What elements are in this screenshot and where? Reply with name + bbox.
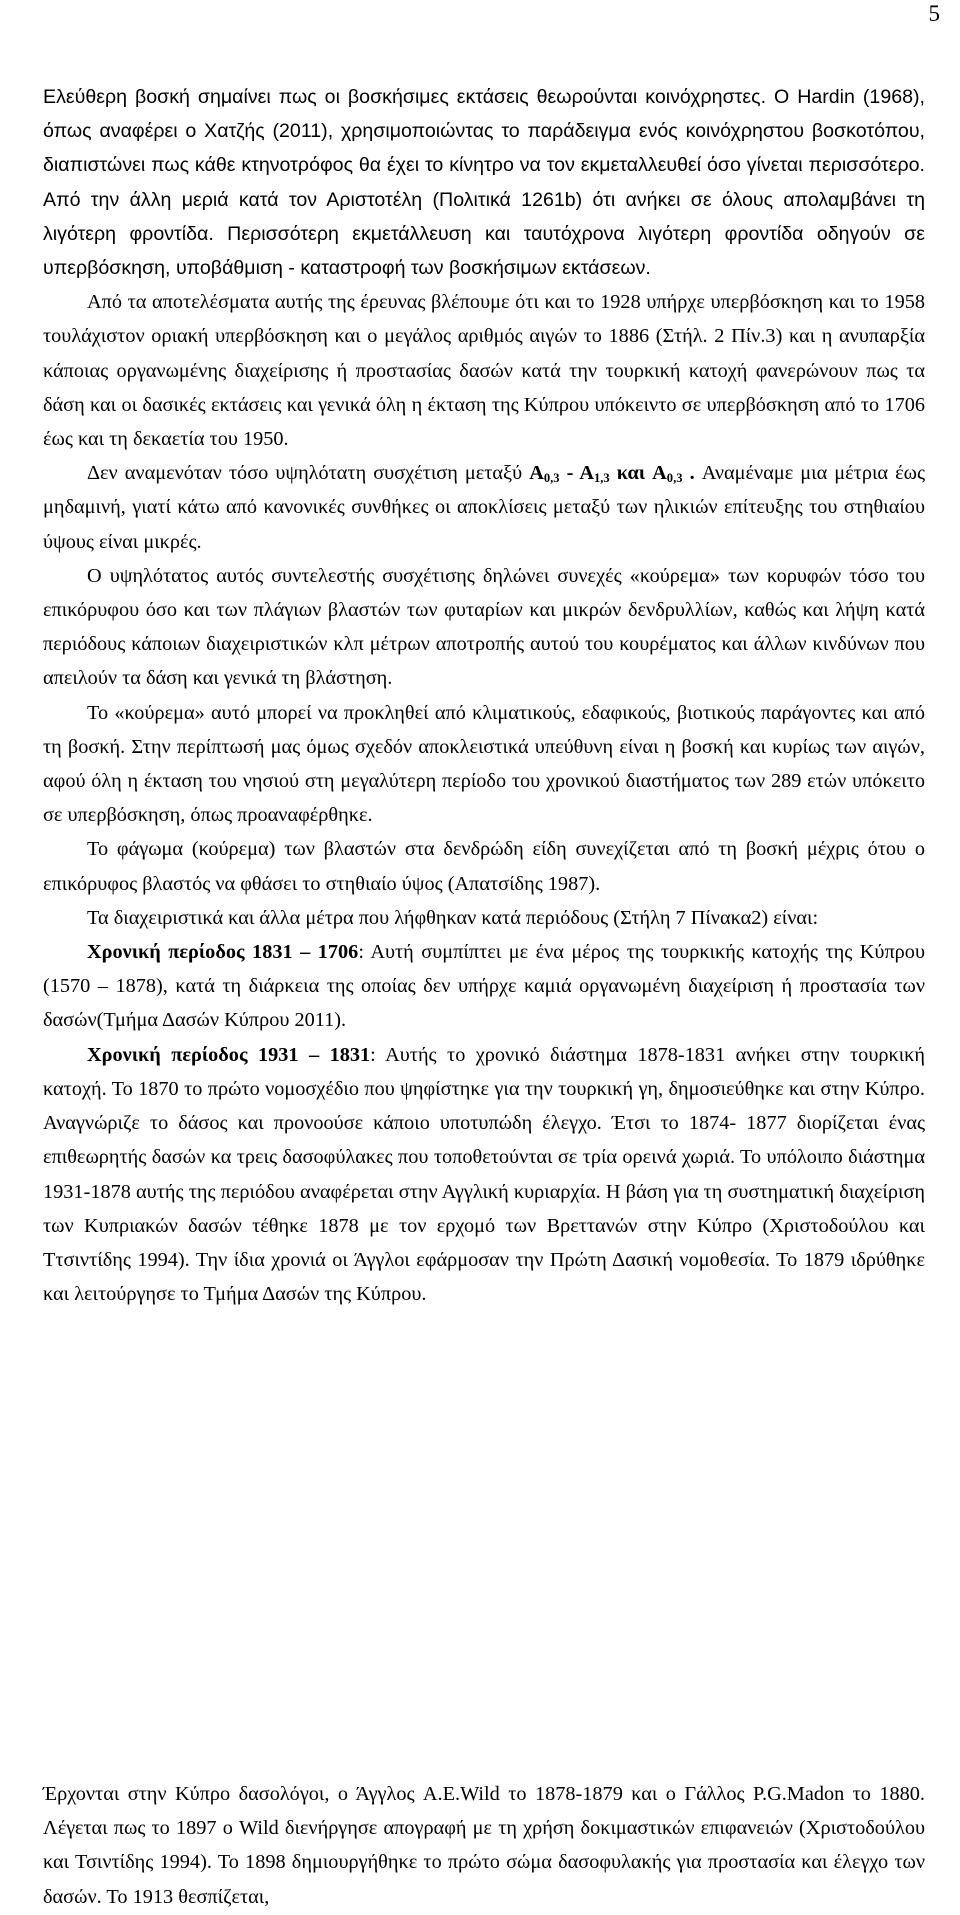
period-heading: Χρονική περίοδος 1931 – 1831 <box>87 1043 371 1066</box>
page-number: 5 <box>928 1 940 26</box>
dash-separator: - <box>559 462 580 485</box>
paragraph-coefficient <box>43 559 925 696</box>
paragraph-foresters <box>43 1777 925 1914</box>
paragraph-correlation <box>43 456 925 559</box>
paragraph-text: Ο υψηλότατος αυτός συντελεστής συσχέτισης δηλώνει συνεχές «κούρεμα» των κορυφών τόσο του επικόρυφου όσο και των πλάγιων βλαστών των φυταρίων και μικρών δενδρυλλίων, καθώς και λήψη κατά περιόδους κάποιων διαχειριστικών κλπ μέτρων αποτροπής αυτού του κουρέματος και άλλων κινδύνων που απειλούν τα δάση και γενικά τη βλάστηση. <box>43 564 925 690</box>
paragraph-text: Ελεύθερη βοσκή σημαίνει πως οι βοσκήσιμες εκτάσεις θεωρούνται κοινόχρηστες. Ο Hardin (1968), όπως αναφέρει ο Χατζής (2011), χρησιμοποιώντας το παράδειγμα ενός κοινόχρηστου βοσκοτόπου, διαπιστώνει πως κάθε κτηνοτρόφος θα έχει το κίνητρο να τον εκμεταλλευθεί όσο γίνεται περισσότερο. Από την άλλη μεριά κατά τον Αριστοτέλη (Πολιτικά 1261b) ότι ανήκει σε όλους απολαμβάνει τη λιγότερη φροντίδα. Περισσότερη εκμετάλλευση και ταυτόχρονα λιγότερη φροντίδα οδηγούν σε υπερβόσκηση, υποβάθμιση - καταστροφή των βοσκήσιμων εκτάσεων. <box>43 86 925 280</box>
period-heading: Χρονική περίοδος 1831 – 1706 <box>87 941 359 964</box>
paragraph-period-1931-1831 <box>43 1038 925 1312</box>
paragraph-text: : Αυτής το χρονικό διάστημα 1878-1831 ανήκει στην τουρκική κατοχή. Το 1870 το πρώτο νομοσχέδιο που ψηφίστηκε για την τουρκική γη, δημοσιεύθηκε και στην Κύπρο. Αναγνώριζε το δάσος και προνοούσε κάποιο υποτυπώδη έλεγχο. Έτσι το 1874- 1877 διορίζεται ένας επιθεωρητής δασών κα τρεις δασοφύλακες που τοποθετούνται σε τρία ορεινά χωριά. Το υπόλοιπο διάστημα 1931-1878 αυτής της περιόδου αναφέρεται στην Αγγλική κυριαρχία. Η βάση για τη συστηματική διαχείριση των Κυπριακών δασών τέθηκε 1878 με τον ερχομό των Βρεττανών στην Κύπρο (Χριστοδούλου και Ττσιντίδης 1994). Την ίδια χρονιά οι Άγγλοι εφάρμοσαν την Πρώτη Δασική νομοθεσία. Το 1879 ιδρύθηκε και λειτούργησε το Τμήμα Δασών της Κύπρου. <box>43 1043 925 1306</box>
variable-a03: $A_{0,3}$ <box>529 462 560 486</box>
variable-a13: $A_{1,3}$ <box>579 462 610 486</box>
period-mark: . <box>682 462 702 485</box>
paragraph-text: Αναμέναμε μια μέτρια έως μηδαμινή, γιατί κάτω από κανονικές συνθήκες οι αποκλίσεις μεταξύ των ηλικιών επίτευξης του στηθιαίου ύψους είναι μικρές. <box>43 462 925 553</box>
document-continuation <box>43 1777 925 1914</box>
paragraph-text: Το «κούρεμα» αυτό μπορεί να προκληθεί από κλιματικούς, εδαφικούς, βιοτικούς παράγοντες και από τη βοσκή. Στην περίπτωσή μας όμως σχεδόν αποκλειστικά υπεύθυνη είναι η βοσκή και κυρίως των αιγών, αφού όλη η έκταση του νησιού στη μεγαλύτερη περίοδο του χρονικού διαστήματος των 289 ετών υπόκειτο σε υπερβόσκηση, όπως προαναφέρθηκε. <box>43 701 925 827</box>
paragraph-browsing <box>43 832 925 900</box>
variable-a03-second: $A_{0,3}$ <box>652 462 683 486</box>
paragraph-text: Από τα αποτελέσματα αυτής της έρευνας βλέπουμε ότι και το 1928 υπήρχε υπερβόσκηση και το 1958 τουλάχιστον οριακή υπερβόσκηση και ο μεγάλος αριθμός αιγών το 1886 (Στήλ. 2 Πίν.3) και η ανυπαρξία κάποιας οργανωμένης διαχείρισης ή προστασίας δασών κατά την τουρκική κατοχή φανερώνουν πως τα δάση και οι δασικές εκτάσεις και γενικά όλη η έκταση της Κύπρου υπόκειντο σε υπερβόσκηση από το 1706 έως και τη δεκαετία του 1950. <box>43 291 925 451</box>
paragraph-text: : Αυτή συμπίπτει με ένα μέρος της τουρκικής κατοχής της Κύπρου (1570 – 1878), κατά τη διάρκεια της οποίας δεν υπήρχε καμιά οργανωμένη διαχείριση ή προστασία των δασών(Τμήμα Δασών Κύπρου 2011). <box>43 941 925 1032</box>
paragraph-free-grazing <box>43 80 925 285</box>
document-body <box>43 80 925 1311</box>
paragraph-text: Έρχονται στην Κύπρο δασολόγοι, ο Άγγλος A.E.Wild το 1878-1879 και ο Γάλλος P.G.Madon το 1880. Λέγεται πως το 1897 ο Wild διενήργησε απογραφή με τη χρήση δοκιμαστικών επιφανειών (Χριστοδούλου και Τσιντίδης 1994). Το 1898 δημιουργήθηκε το πρώτο σώμα δασοφυλακής για προστασία και έλεγχο των δασών. Το 1913 θεσπίζεται, <box>43 1783 925 1908</box>
paragraph-period-1831-1706 <box>43 935 925 1038</box>
conjunction-kai: και <box>609 462 653 485</box>
paragraph-clipping-causes <box>43 696 925 833</box>
paragraph-text: Το φάγωμα (κούρεμα) των βλαστών στα δενδρώδη είδη συνεχίζεται από τη βοσκή μέχρις ότου ο επικόρυφος βλαστός να φθάσει το στηθιαίο ύψος (Απατσίδης 1987). <box>43 838 925 895</box>
paragraph-research-results <box>43 285 925 456</box>
paragraph-text: Δεν αναμενόταν τόσο υψηλότατη συσχέτιση μεταξύ <box>87 462 530 485</box>
paragraph-text: Τα διαχειριστικά και άλλα μέτρα που λήφθηκαν κατά περιόδους (Στήλη 7 Πίνακα2) είναι: <box>87 906 819 929</box>
paragraph-measures-intro <box>43 901 925 935</box>
